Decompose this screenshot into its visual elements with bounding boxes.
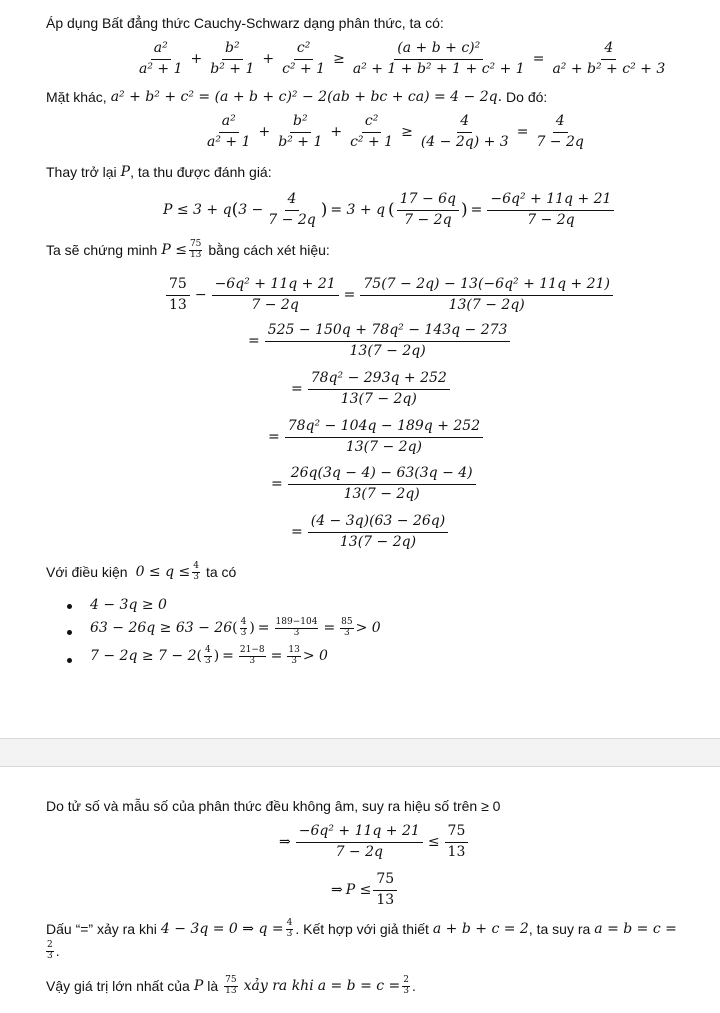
text-ta-co: ta có: [205, 564, 237, 581]
condition-line: Với điều kiện 0 ≤ q ≤ $\frac{4}{3}$ ta có: [46, 561, 237, 582]
equality-value: $\frac{2}{3}$ .: [47, 940, 60, 961]
implication-p: ⇒ P ≤ $\frac{75}{13}$: [328, 871, 399, 909]
bullet-dot: [67, 604, 72, 609]
text-ta-se-chung-minh: Ta sẽ chứng minh: [46, 242, 158, 259]
equality-line: Dấu “=” xảy ra khi 4 − 3q = 0 ⇒ q = $\frac{4}{3}$ . Kết hợp với giả thiết a + b + c = 2 , ta suy ra a = b = c =: [46, 918, 677, 939]
equation-p-estimate: P ≤ 3 + q ( 3 − $\frac{4}{7 - 2q}$ ) = 3 + q ( $\frac{17 - 6q}{7 - 2q}$ ) = $\frac{\text{−6q² + 11q + 21}}{7 - 2q}$: [163, 191, 616, 229]
prove-line: Ta sẽ chứng minh P ≤ $\frac{75}{13}$ bằng cách xét hiệu:: [46, 239, 330, 260]
text-voi-dieu-kien: Với điều kiện: [46, 564, 128, 581]
page-separator: [0, 738, 720, 767]
text-thay-tro-lai: Thay trở lại: [46, 164, 117, 180]
text-gia-tri-lon-nhat: Vậy giá trị lớn nhất của: [46, 978, 190, 995]
bullet-item-2: 63 − 26q ≥ 63 − 26 ( $\frac{4}{3}$ ) = $\frac{189-104}{3}$ = $\frac{85}{3}$ > 0: [90, 617, 381, 638]
bullet-item-3: 7 − 2q ≥ 7 − 2 ( $\frac{4}{3}$ ) = $\frac{21-8}{3}$ = $\frac{13}{3}$ > 0: [90, 645, 328, 666]
text-la: là: [207, 978, 219, 995]
difference-step-2: = $\frac{\text{525 − 150q + 78q² − 143q − 273}}{13(7 - 2q)}$: [245, 322, 512, 360]
bullet-item-1: 4 − 3q ≥ 0: [90, 597, 167, 613]
equation-cauchy-schwarz: $\frac{\text{a²}}{\text{a² + 1}}$ + $\frac{\text{b²}}{\text{b² + 1}}$ + $\frac{\text{c²}}{\text{c² + 1}}$ ≥ $\frac{\text{(a + b + c)²}}{\text{a² + 1 + b² + 1 + c² + 1}}$ = $\frac{4}{\text{a² + b² + c² + 3}}$: [139, 40, 666, 77]
intro-text: Áp dụng Bất đẳng thức Cauchy-Schwarz dạng phân thức, ta có:: [46, 15, 444, 31]
text-xet-hieu: bằng cách xét hiệu:: [208, 242, 330, 259]
difference-step-5: = $\frac{26q(3q - 4) - 63(3q - 4)}{13(7 - 2q)}$: [268, 465, 478, 503]
sum-squares-line: [46, 89, 547, 105]
difference-step-1: $\frac{75}{13}$ − $\frac{\text{−6q² + 11q + 21}}{7 - 2q}$ = $\frac{\text{75(7 − 2q) − 13(−6q² + 11q + 21)}}{13(7 - 2q)}$: [164, 276, 615, 314]
conclusion-nonnegative: Do tử số và mẫu số của phân thức đều không âm, suy ra hiệu số trên ≥ 0: [46, 798, 501, 814]
difference-step-6: = $\frac{(4 - 3q)(63 - 26q)}{13(7 - 2q)}$: [288, 513, 450, 551]
implication-fraction: ⇒ $\frac{\text{−6q² + 11q + 21}}{7 - 2q}$ ≤ $\frac{75}{13}$: [276, 823, 470, 861]
text-mat-khac: Mặt khác,: [46, 89, 107, 105]
text-suy-ra: , ta suy ra: [528, 921, 591, 938]
final-answer-line: Vậy giá trị lớn nhất của P là $\frac{75}{13}$ xảy ra khi a = b = c = $\frac{2}{3}$ .: [46, 975, 416, 996]
text-xay-ra-khi: xảy ra khi: [243, 978, 314, 995]
text-do-do: Do đó:: [506, 89, 548, 105]
bullet-dot: [67, 658, 72, 663]
text-dau-bang: Dấu “=” xảy ra khi: [46, 921, 157, 938]
text-ket-hop: . Kết hợp với giả thiết: [295, 921, 429, 938]
math-sum-squares: a² + b² + c² = (a + b + c)² − 2(ab + bc + ca) = 4 − 2q.: [110, 89, 503, 105]
bullet-dot: [67, 630, 72, 635]
text-danh-gia: , ta thu được đánh giá:: [130, 164, 272, 180]
difference-step-4: = $\frac{\text{78q² − 104q − 189q + 252}}{13(7 - 2q)}$: [265, 418, 485, 456]
equation-bound: $\frac{\text{a²}}{\text{a² + 1}}$ + $\frac{\text{b²}}{\text{b² + 1}}$ + $\frac{\text{c²}}{\text{c² + 1}}$ ≥ $\frac{4}{(4 - 2q) + 3}$ = $\frac{4}{7 - 2q}$: [207, 113, 584, 150]
substitute-line: Thay trở lại P , ta thu được đánh giá:: [46, 164, 272, 180]
difference-step-3: = $\frac{\text{78q² − 293q + 252}}{13(7 - 2q)}$: [288, 370, 452, 408]
